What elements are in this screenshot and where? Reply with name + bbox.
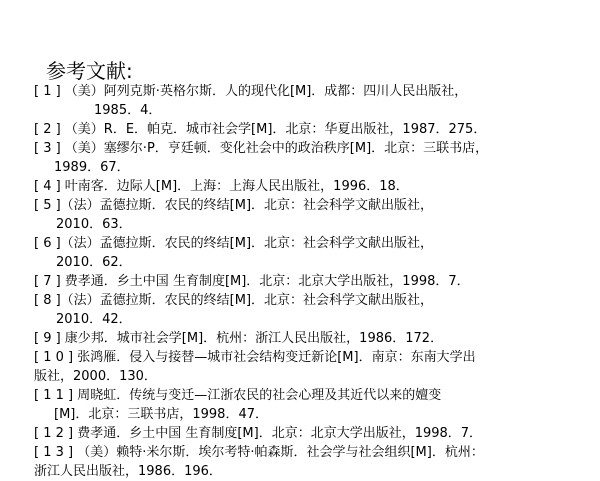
reference-item-8 — [34, 291, 590, 329]
reference-line-continued: 2010．62． — [56, 255, 132, 270]
reference-line-continued: 1985．4． — [94, 103, 162, 118]
reference-item-10 — [34, 348, 590, 386]
reference-line-continued: 2010．63． — [56, 217, 132, 232]
reference-line: [ 3 ] （美）塞缪尔·P．亨廷顿．变化社会中的政治秩序[M]．北京：三联书店， — [34, 141, 489, 156]
reference-line: [ 7 ] 费孝通．乡土中国 生育制度[M]．北京：北京大学出版社，1998．7． — [34, 274, 470, 289]
reference-line-continued: 2010．42． — [56, 312, 132, 327]
reference-line: [ 4 ] 叶南客．边际人[M]．上海：上海人民出版社，1996．18． — [34, 179, 409, 194]
reference-line: [ 9 ] 康少邦．城市社会学[M]．杭州：浙江人民出版社，1986．172． — [34, 331, 444, 346]
reference-item-1 — [34, 82, 590, 120]
reference-line-continued: 版社，2000．130． — [34, 369, 157, 384]
reference-line: [ 5 ]（法）孟德拉斯．农民的终结[M]．北京：社会科学文献出版社， — [34, 198, 434, 213]
reference-list — [34, 82, 590, 481]
reference-line: [ 6 ]（法）孟德拉斯．农民的终结[M]．北京：社会科学文献出版社， — [34, 236, 434, 251]
reference-line-continued: 浙江人民出版社，1986．196． — [34, 464, 222, 479]
reference-item-5 — [34, 196, 590, 234]
reference-line-continued: 1989．67． — [54, 160, 130, 175]
reference-line: [ 1 3 ] （美）赖特·米尔斯．埃尔考特·帕森斯．社会学与社会组织[M]．杭州： — [34, 445, 484, 460]
reference-item-9 — [34, 329, 590, 348]
reference-line-continued: [M]．北京：三联书店，1998．47． — [54, 407, 268, 422]
reference-item-6 — [34, 234, 590, 272]
reference-item-12 — [34, 424, 590, 443]
reference-item-7 — [34, 272, 590, 291]
reference-line: [ 1 0 ] 张鸿雁．侵入与接替—城市社会结构变迁新论[M]．南京：东南大学出 — [34, 350, 476, 365]
references-heading: 参考文献: — [46, 59, 133, 83]
reference-item-13 — [34, 443, 590, 481]
reference-item-2 — [34, 120, 590, 139]
reference-line: [ 1 2 ] 费孝通．乡土中国 生育制度[M]．北京：北京大学出版社，1998．7． — [34, 426, 483, 441]
reference-line: [ 8 ]（法）孟德拉斯．农民的终结[M]．北京：社会科学文献出版社， — [34, 293, 434, 308]
reference-line: [ 2 ] （美）R．E．帕克．城市社会学[M]．北京：华夏出版社，1987．275． — [34, 122, 487, 137]
reference-line: [ 1 ] （美）阿列克斯·英格尔斯．人的现代化[M]．成都：四川人民出版社， — [34, 84, 468, 99]
reference-item-4 — [34, 177, 590, 196]
reference-item-3 — [34, 139, 590, 177]
reference-item-11 — [34, 386, 590, 424]
reference-line: [ 1 1 ] 周晓虹．传统与变迁—江浙农民的社会心理及其近代以来的嬗变 — [34, 388, 442, 403]
